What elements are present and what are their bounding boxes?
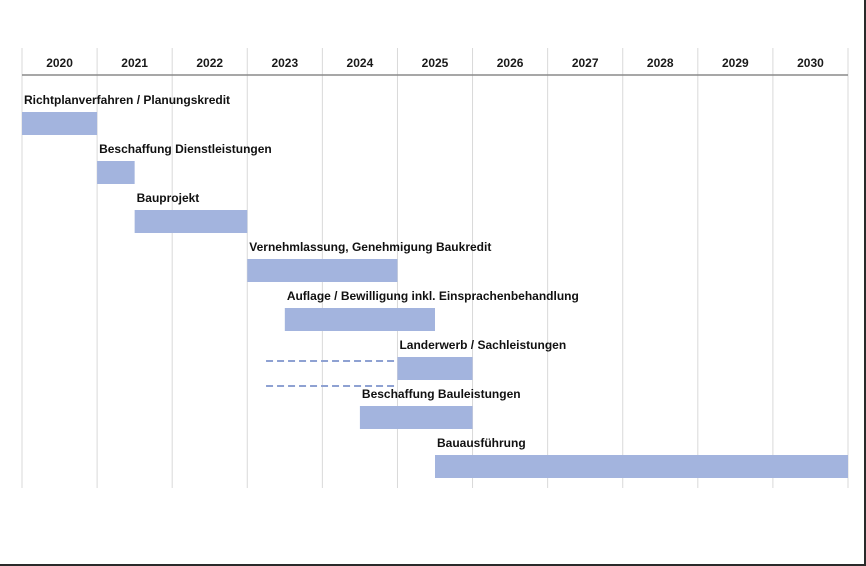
year-label-2024: 2024 bbox=[346, 56, 374, 70]
year-label-2020: 2020 bbox=[46, 56, 73, 70]
year-label-2025: 2025 bbox=[421, 56, 449, 70]
task-label: Bauprojekt bbox=[136, 191, 200, 205]
task-bar bbox=[135, 210, 248, 233]
task-bar bbox=[435, 455, 848, 478]
year-label-2023: 2023 bbox=[271, 56, 299, 70]
year-label-2027: 2027 bbox=[571, 56, 599, 70]
task-label: Beschaffung Dienstleistungen bbox=[99, 142, 272, 156]
task-bar bbox=[285, 308, 435, 331]
year-label-2029: 2029 bbox=[722, 56, 749, 70]
task-label: Auflage / Bewilligung inkl. Einsprachenbehandlung bbox=[286, 289, 579, 303]
year-label-2021: 2021 bbox=[121, 56, 148, 70]
task-bar bbox=[360, 406, 473, 429]
task-label: Landerwerb / Sachleistungen bbox=[399, 338, 567, 352]
year-label-2022: 2022 bbox=[196, 56, 224, 70]
task-label: Bauausführung bbox=[437, 436, 526, 450]
task-bar bbox=[97, 161, 135, 184]
year-label-2028: 2028 bbox=[646, 56, 674, 70]
year-label-2030: 2030 bbox=[797, 56, 824, 70]
task-bar bbox=[397, 357, 472, 380]
task-label: Richtplanverfahren / Planungskredit bbox=[24, 93, 231, 107]
task-bar bbox=[22, 112, 97, 135]
task-bar bbox=[247, 259, 397, 282]
task-label: Beschaffung Bauleistungen bbox=[361, 387, 521, 401]
task-label: Vernehmlassung, Genehmigung Baukredit bbox=[249, 240, 492, 254]
year-label-2026: 2026 bbox=[496, 56, 524, 70]
